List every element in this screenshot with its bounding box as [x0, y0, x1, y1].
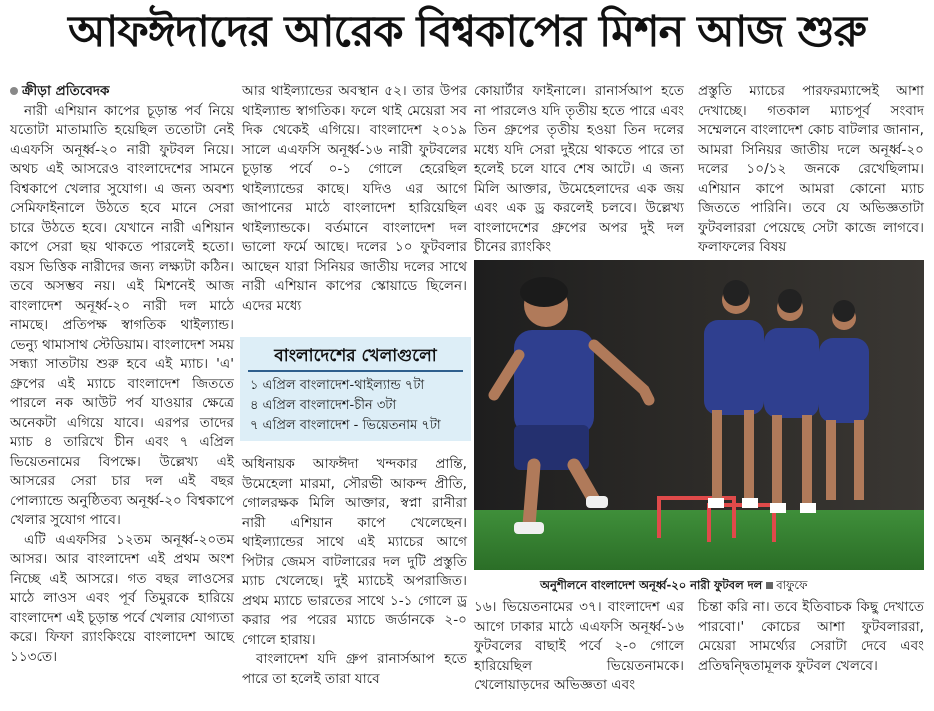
article-column-2-bottom — [242, 455, 467, 689]
article-column-4 — [698, 82, 924, 258]
headline: আফঈদাদের আরেক বিশ্বকাপের মিশন আজ শুরু — [68, 7, 866, 57]
fixtures-list — [250, 376, 465, 436]
paragraph: প্রস্তুতি ম্যাচের পারফরম্যান্সেই আশা দেখাচ্ছে। গতকাল ম্যাচপূর্ব সংবাদ সম্মেলনে বাংলাদেশ কোচ বাটলার জানান, আমরা সিনিয়র জাতীয় দলে অনূর্ধ্ব-২০ দলের ১০/১২ জনকে রেখেছিলাম। এশিয়ান কাপে আমরা কোনো ম্যাচ জিততে পারিনি। তবে যে অভিজ্ঞতাটা ফুটবলাররা পেয়েছে সেটা কাজে লাগবে। ফলাফলের বিষয় — [698, 83, 924, 255]
article-column-3 — [474, 82, 684, 258]
training-photo — [474, 260, 924, 570]
paragraph: বাংলাদেশ যদি গ্রুপ রানার্সআপ হতে পারে তা হলেই তারা যাবে — [242, 651, 467, 687]
paragraph: নারী এশিয়ান কাপের চূড়ান্ত পর্ব নিয়ে যতোটা মাতামাতি হয়েছিল ততোটা নেই এএফসি অনূর্ধ্ব-২০ নারী ফুটবল নিয়ে। অথচ এই আসরেও বাংলাদেশের সামনে বিশ্বকাপে খেলার সুযোগ। এ জন্য অবশ্য সেমিফাইনালে উঠতে হবে মানে সেরা চারে উঠতে হবে। যেখানে নারী এশিয়ান কাপে সেরা ছয় থাকতে পারলেই হতো। বয়স ভিত্তিক নারীদের জন্য লক্ষ্যটা কঠিন। তবে অসম্ভব নয়। এই মিশনেই আজ বাংলাদেশ অনূর্ধ্ব-২০ নারী দল মাঠে নামছে। প্রতিপক্ষ স্বাগতিক থাইল্যান্ড। ভেন্যু থামাসাথ স্টেডিয়াম। বাংলাদেশ সময় সন্ধ্যা সাতটায় শুরু হবে এই ম্যাচ। 'এ' গ্রুপের এই ম্যাচে বাংলাদেশ জিততে পারলে নক আউট পর্ব যাওয়ার ক্ষেত্রে অনেকটা এগিয়ে যাবে। এরপর তাদের ম্যাচ ৪ তারিখে চীন এবং ৭ এপ্রিল ভিয়েতনামের বিপক্ষে। উল্লেখ্য এই আসরের সেরা চার দল এই বছর পোল্যান্ডে অনুষ্ঠিতব্য অনূর্ধ্ব-২০ বিশ্বকাপে খেলার সুযোগ পাবে। — [10, 102, 234, 528]
article-column-3-bottom — [474, 598, 684, 696]
fixtures-title: বাংলাদেশের খেলাগুলো — [274, 346, 437, 366]
paragraph: কোয়ার্টার ফাইনালে। রানার্সআপ হতে না পারলেও যদি তৃতীয় হতে পারে এবং তিন গ্রুপের তৃতীয় হওয়া তিন দলের মধ্যে যদি সেরা দুইয়ে থাকতে পারে তা হলেই চলে যাবে শেষ আটে। এ জন্য মিলি আক্তার, উমেহেলাদের এক জয় এবং এক ড্র করলেই চলবে। উল্লেখ্য বাংলাদেশের গ্রুপের অপর দুই দল চীনের র‍্যাংকিং — [474, 83, 684, 255]
fixtures-divider — [248, 370, 463, 372]
paragraph: অধিনায়ক আফঈদা খন্দকার প্রান্তি, উমেহেলা মারমা, সৌরভী আকন্দ প্রীতি, গোলরক্ষক মিলি আক্তার, স্বপ্না রানীরা নারী এশিয়ান কাপে খেলেছেন। থাইল্যান্ডের সাথে এই ম্যাচের আগে পিটার জেমস বাটলারের দল দুটি প্রস্তুতি ম্যাচ খেলেছে। দুই ম্যাচেই অপরাজিত। প্রথম ম্যাচে ভারতের সাথে ১-১ গোলে ড্র করার পর পরের ম্যাচে জর্ডানকে ২-০ গোলে হারায়। — [242, 456, 467, 648]
paragraph: আর থাইল্যান্ডের অবস্থান ৫২। তার উপর থাইল্যান্ড স্বাগতিক। ফলে থাই মেয়েরা সব দিক থেকেই এগিয়ে। বাংলাদেশ ২০১৯ সালে এএফসি অনূর্ধ্ব-১৬ নারী ফুটবলের চূড়ান্ত পর্বে ০-১ গোলে হেরেছিল থাইল্যান্ডের কাছে। যদিও এর আগে জাপানের মাঠে বাংলাদেশ হারিয়েছিল থাইল্যান্ডকে। বর্তমানে বাংলাদেশ দল ভালো ফর্মে আছে। দলের ১০ ফুটবলার আছেন যারা সিনিয়র জাতীয় দলের সাথে নারী এশিয়ান কাপের স্কোয়াডে ছিলেন। এদের মধ্যে — [242, 83, 467, 314]
fixture-item: ৭ এপ্রিল বাংলাদেশ - ভিয়েতনাম ৭টা — [250, 418, 441, 433]
photo-credit: বাফুফে — [776, 578, 808, 592]
article-column-4-bottom — [698, 598, 924, 676]
fixtures-box — [240, 337, 471, 441]
article-column-1 — [10, 82, 234, 667]
square-bullet-icon — [766, 582, 773, 589]
photo-caption — [540, 577, 930, 596]
caption-text: অনুশীলনে বাংলাদেশ অনূর্ধ্ব-২০ নারী ফুটবল দল — [540, 578, 763, 592]
paragraph: ১৬। ভিয়েতনামের ৩৭। বাংলাদেশ এর আগে ঢাকার মাঠে এএফসি অনূর্ধ্ব-১৬ ফুটবলের বাছাই পর্বে ২-০ গোলে হারিয়েছিল ভিয়েতনামকে। খেলোয়াড়দের অভিজ্ঞতা এবং — [474, 599, 684, 693]
fixture-item: ১ এপ্রিল বাংলাদেশ-থাইল্যান্ড ৭টা — [250, 378, 425, 393]
article-column-2-top — [242, 82, 467, 316]
paragraph: চিন্তা করি না। তবে ইতিবাচক কিছু দেখাতে পারবো।' কোচের আশা ফুটবলাররা, মেয়েরা সামর্থ্যের সেরাটা দেবে এবং প্রতিদ্বন্দ্বিতামূলক ফুটবল খেলবে। — [698, 599, 924, 674]
players-training-image — [474, 260, 924, 570]
fixture-item: ৪ এপ্রিল বাংলাদেশ-চীন ৩টা — [250, 398, 397, 413]
byline: ক্রীড়া প্রতিবেদক — [10, 82, 234, 102]
paragraph: এটি এএফসির ১২তম অনূর্ধ্ব-২০তম আসর। আর বাংলাদেশ এই প্রথম অংশ নিচ্ছে এই আসরে। গত বছর লাওসের মাঠে লাওস এবং পূর্ব তিমুরকে হারিয়ে বাংলাদেশ এই চূড়ান্ত পর্বে খেলার যোগ্যতা করে। ফিফা র‍্যাংকিংয়ে বাংলাদেশ আছে ১১৩তে। — [10, 531, 234, 665]
bullet-icon — [10, 87, 18, 95]
